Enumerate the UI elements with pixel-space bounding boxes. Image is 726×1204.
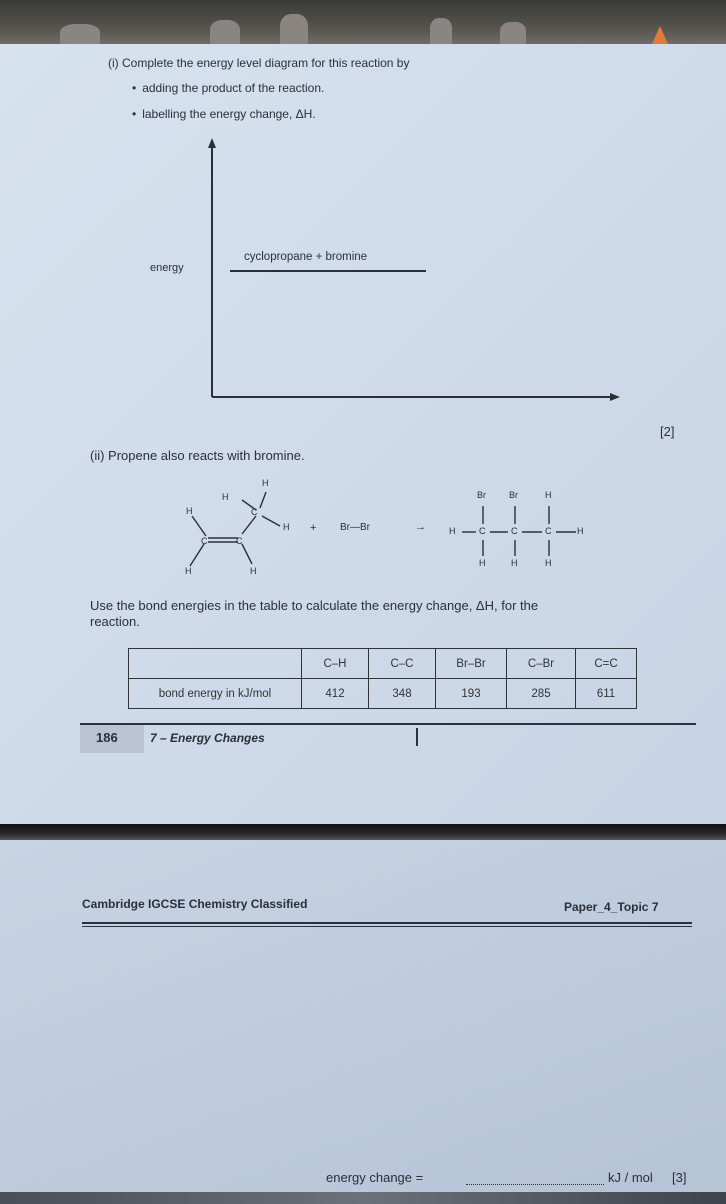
background-photo-strip [0, 0, 726, 44]
marks-part-ii: [3] [672, 1170, 687, 1185]
atom-c: C [545, 526, 552, 536]
table-cell: 285 [507, 679, 576, 709]
bond [242, 516, 256, 534]
table-header-cell: C=C [576, 649, 637, 679]
section-title: 7 – Energy Changes [150, 731, 265, 745]
atom-h: H [222, 492, 229, 502]
atom-h: H [479, 558, 486, 568]
table-header-cell: C–Br [507, 649, 576, 679]
bond-energy-table [128, 648, 637, 709]
background-object [60, 24, 100, 44]
atom-br: Br [477, 490, 486, 500]
table-header-cell [129, 649, 302, 679]
atom-h: H [186, 506, 193, 516]
header-rule-thin [82, 926, 692, 927]
table-cell: 412 [302, 679, 369, 709]
background-object [652, 26, 668, 44]
bond [262, 516, 280, 526]
atom-br: Br [509, 490, 518, 500]
answer-units: kJ / mol [608, 1170, 653, 1185]
bullet-add-product: • adding the product of the reaction. [132, 81, 324, 95]
instruction-line-1: Use the bond energies in the table to calculate the energy change, ΔH, for the [90, 598, 539, 613]
instruction-line-2: reaction. [90, 614, 140, 629]
atom-h: H [577, 526, 584, 536]
page-number: 186 [96, 730, 118, 745]
table-header-cell: Br–Br [436, 649, 507, 679]
bond [190, 544, 204, 566]
topic-label: Paper_4_Topic 7 [564, 900, 659, 914]
atom-h: H [545, 558, 552, 568]
book-title: Cambridge IGCSE Chemistry Classified [82, 897, 308, 911]
marks-part-i: [2] [660, 424, 675, 439]
bullet-label-dh: • labelling the energy change, ΔH. [132, 107, 316, 121]
energy-axis-label: energy [150, 262, 184, 274]
atom-c: C [511, 526, 518, 536]
atom-h: H [511, 558, 518, 568]
table-row [129, 679, 637, 709]
plus-sign: + [310, 522, 317, 534]
table-row-label: bond energy in kJ/mol [129, 679, 302, 709]
part-ii-heading: (ii) Propene also reacts with bromine. [90, 448, 305, 463]
footer-rule [80, 723, 696, 725]
atom-c: C [251, 507, 258, 517]
energy-level-diagram [200, 136, 630, 406]
bottom-edge [0, 1192, 726, 1204]
answer-label: energy change = [326, 1170, 424, 1185]
table-header-row [129, 649, 637, 679]
atom-h: H [283, 522, 290, 532]
atom-h: H [262, 478, 269, 488]
atom-h: H [185, 566, 192, 576]
table-cell: 611 [576, 679, 637, 709]
table-header-cell: C–C [369, 649, 436, 679]
atom-h: H [250, 566, 257, 576]
atom-h: H [449, 526, 456, 536]
atom-c: C [236, 536, 243, 546]
bond [260, 492, 266, 508]
reaction-arrow: → [415, 521, 426, 533]
next-worksheet-page [0, 840, 726, 1204]
header-rule [82, 922, 692, 924]
background-object [430, 18, 452, 44]
footer-divider [416, 728, 418, 746]
axis-arrowhead-right [610, 393, 620, 401]
axis-arrowhead-up [208, 138, 216, 148]
atom-h: H [545, 490, 552, 500]
background-object [500, 22, 526, 44]
bond [242, 544, 252, 564]
bromine-molecule: Br—Br [340, 522, 370, 533]
table-header-cell: C–H [302, 649, 369, 679]
atom-c: C [201, 536, 208, 546]
propene-bonds [190, 492, 280, 566]
table-cell: 348 [369, 679, 436, 709]
table-cell: 193 [436, 679, 507, 709]
atom-c: C [479, 526, 486, 536]
background-object [280, 14, 308, 44]
reactant-label: cyclopropane + bromine [244, 251, 368, 263]
background-object [210, 20, 240, 44]
page-gap-shadow [0, 824, 726, 840]
bond [192, 516, 206, 536]
answer-blank [466, 1184, 604, 1185]
part-i-intro: (i) Complete the energy level diagram for this reaction by [108, 56, 410, 70]
